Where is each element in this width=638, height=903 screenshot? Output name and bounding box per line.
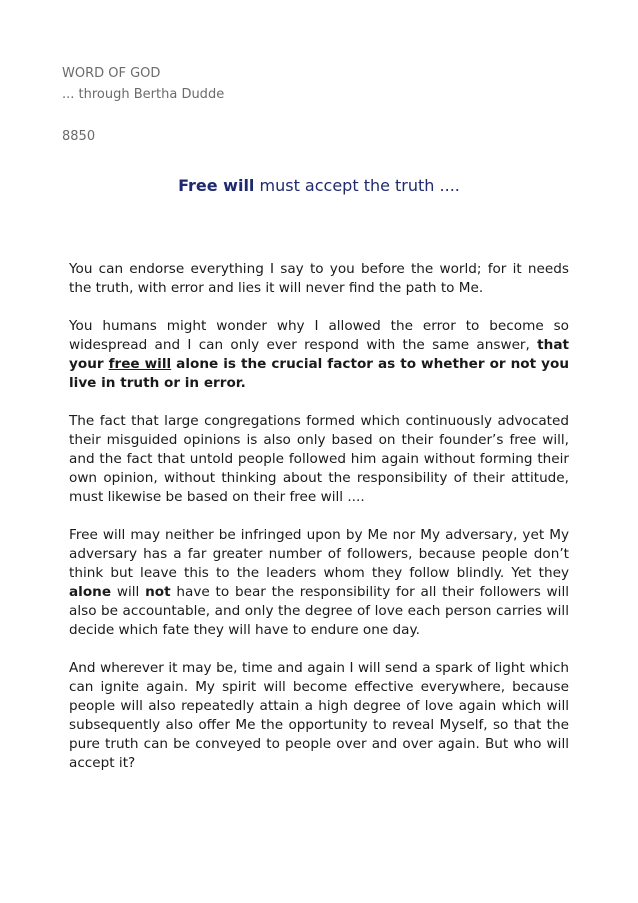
page-title — [0, 176, 638, 195]
paragraph-2 — [69, 317, 569, 393]
message-number: 8850 — [62, 129, 96, 144]
bold-not: not — [145, 584, 171, 600]
title-bold: Free will — [178, 176, 255, 195]
document-body — [69, 260, 569, 792]
paragraph-1: You can endorse everything I say to you before the world; for it needs the truth, with error and lies it will never find the path to Me. — [69, 261, 569, 296]
paragraph-4-text-a: Free will may neither be infringed upon by Me nor My adversary, yet My adversary has a far greater number of followers, because people don’t think but leave this to the leaders whom they follow blindly. Yet they — [69, 527, 569, 581]
paragraph-4 — [69, 526, 569, 640]
paragraph-2-text: You humans might wonder why I allowed the error to become so widespread and I can only ever respond with the same answer, — [69, 318, 569, 353]
document-header — [62, 63, 224, 147]
paragraph-3: The fact that large congregations formed which continuously advocated their misguided opinions is also only based on their founder’s free will, and the fact that untold people followed him again without forming their own opinion, without thinking about the responsibility of their attitude, must likewise be based on their free will .... — [69, 413, 569, 505]
paragraph-4-text-c: have to bear the responsibility for all their followers will also be accountable, and only the degree of love each person carries will decide which fate they will have to endure one day. — [69, 584, 570, 638]
paragraph-4-text-b: will — [111, 584, 146, 600]
author-line: ... through Bertha Dudde — [62, 87, 225, 102]
emphasis-end: alone is the crucial factor as to whether or not you live in truth or in error. — [69, 356, 570, 391]
title-rest: must accept the truth .... — [254, 176, 460, 195]
emphasis-underlined: free will — [108, 356, 172, 372]
bold-alone: alone — [69, 584, 112, 600]
emphasis-start: that your — [69, 337, 569, 372]
paragraph-5: And wherever it may be, time and again I will send a spark of light which can ignite again. My spirit will become effective everywhere, because people will also repeatedly attain a high degree of love again which will subsequently also offer Me the opportunity to reveal Myself, so that the pure truth can be conveyed to people over and over again. But who will accept it? — [69, 660, 569, 771]
source-title: WORD OF GOD — [62, 66, 161, 81]
